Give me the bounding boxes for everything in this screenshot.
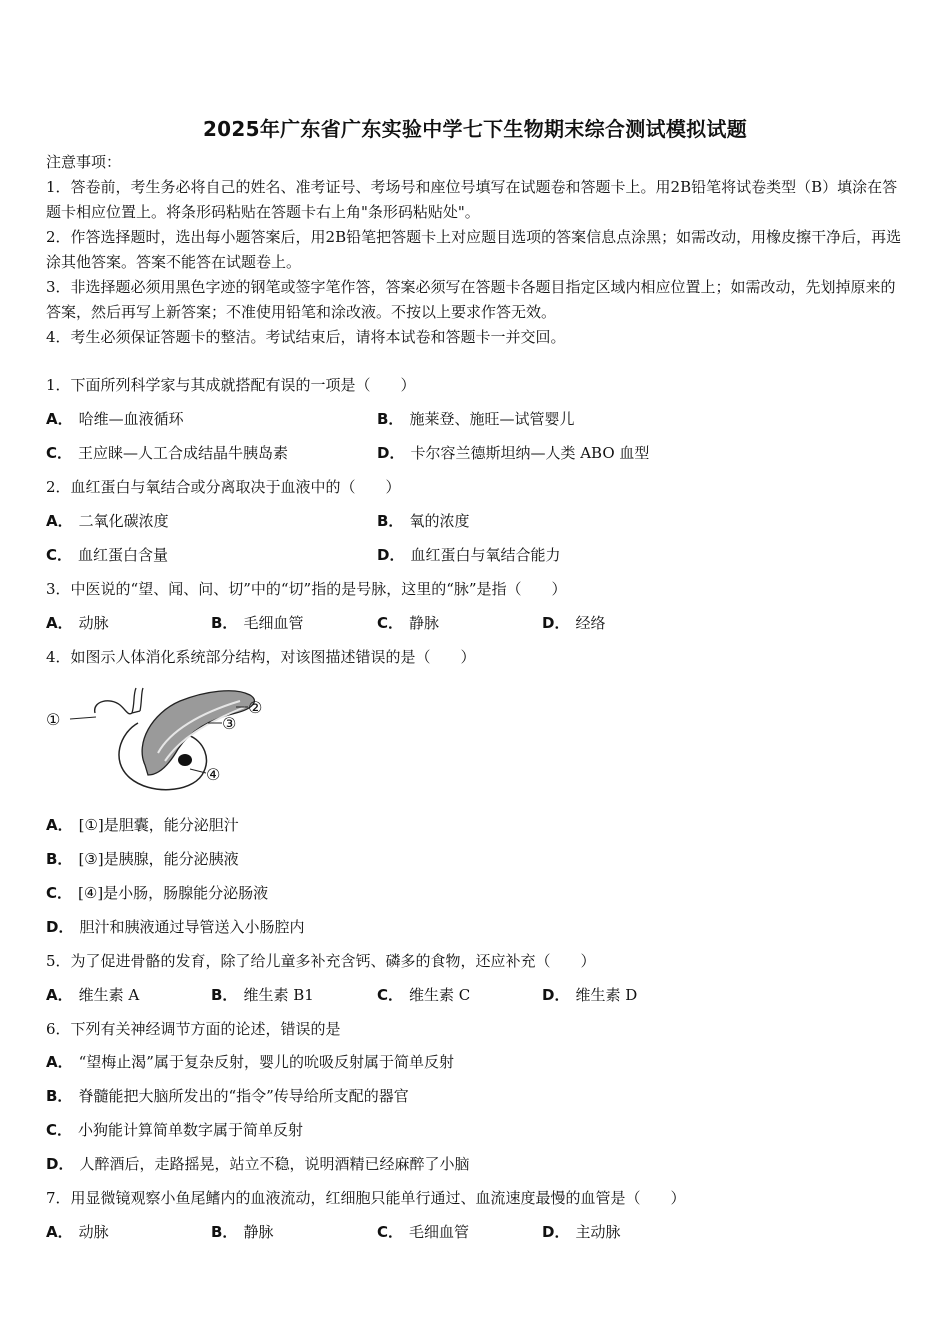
question-4-option-a[interactable] [46,815,239,835]
option-label: B． [46,1087,73,1105]
question-7-option-c[interactable] [377,1222,469,1242]
option-text: 静脉 [243,1223,274,1241]
option-label: C． [377,986,404,1004]
option-text: [③]是胰腺，能分泌胰液 [78,850,239,868]
option-label: D． [542,614,570,632]
option-text: 人醉酒后，走路摇晃，站立不稳，说明酒精已经麻醉了小脑 [79,1155,470,1173]
notice-heading: 注意事项： [46,153,122,171]
option-text: 二氧化碳浓度 [78,512,169,530]
option-text: 血红蛋白含量 [78,546,169,564]
option-label: D． [46,1155,74,1173]
option-label: D． [46,918,74,936]
question-7-option-d[interactable] [542,1222,620,1242]
option-label: B． [46,850,73,868]
question-1-option-b[interactable] [377,409,574,429]
notice-item-1: 1．答卷前，考生务必将自己的姓名、准考证号、考场号和座位号填写在试题卷和答题卡上。用2B铅笔将试卷类型（B）填涂在答题卡相应位置上。将条形码粘贴在答题卡右上角"条形码粘贴处"。 [46,178,898,221]
option-label: A． [46,986,73,1004]
question-7-option-a[interactable] [46,1222,109,1242]
question-3-option-c[interactable] [377,613,439,633]
figure-label-3: ③ [222,714,237,733]
question-1-option-d[interactable] [377,443,649,463]
notice-item-2: 2．作答选择题时，选出每小题答案后，用2B铅笔把答题卡上对应题目选项的答案信息点涂黑；如需改动，用橡皮擦干净后，再选涂其他答案。答案不能答在试题卷上。 [46,228,902,271]
option-text: 主动脉 [575,1223,621,1241]
option-label: A． [46,816,73,834]
option-label: C． [46,884,73,902]
option-label: A． [46,410,73,428]
option-label: C． [377,614,404,632]
question-2-option-b[interactable] [377,511,469,531]
figure-label-4: ④ [206,765,221,784]
option-label: B． [211,1223,238,1241]
question-6-option-a[interactable] [46,1052,454,1072]
question-4-stem: 4．如图示人体消化系统部分结构，对该图描述错误的是（ ） [46,648,476,666]
option-text: [①]是胆囊，能分泌胆汁 [78,816,239,834]
option-text: 卡尔容兰德斯坦纳—人类 ABO 血型 [410,444,650,462]
question-6-option-d[interactable] [46,1154,469,1174]
option-label: A． [46,614,73,632]
option-label: C． [46,546,73,564]
question-2-option-a[interactable] [46,511,169,531]
option-text: 静脉 [409,614,440,632]
option-label: C． [377,1223,404,1241]
option-label: A． [46,1223,73,1241]
question-1-option-c[interactable] [46,443,288,463]
option-label: B． [211,614,238,632]
question-4-option-c[interactable] [46,883,268,903]
option-text: [④]是小肠，肠腺能分泌肠液 [78,884,269,902]
option-text: 维生素 C [409,986,471,1004]
option-text: 动脉 [78,1223,109,1241]
question-6-option-b[interactable] [46,1086,409,1106]
question-3-stem: 3．中医说的“望、闻、问、切”中的“切”指的是号脉，这里的“脉”是指（ ） [46,580,567,598]
option-label: C． [46,444,73,462]
question-5-option-b[interactable] [211,985,314,1005]
option-text: “望梅止渴”属于复杂反射，婴儿的吮吸反射属于简单反射 [78,1053,454,1071]
option-label: B． [211,986,238,1004]
question-5-option-a[interactable] [46,985,139,1005]
option-text: 氧的浓度 [409,512,470,530]
option-text: 经络 [575,614,606,632]
option-text: 毛细血管 [243,614,304,632]
question-7-stem: 7．用显微镜观察小鱼尾鳍内的血液流动，红细胞只能单行通过、血流速度最慢的血管是（ ） [46,1189,686,1207]
option-text: 维生素 B1 [243,986,314,1004]
question-6-option-c[interactable] [46,1120,303,1140]
option-label: D． [542,986,570,1004]
option-label: A． [46,1053,73,1071]
figure-label-2: ② [248,698,263,717]
option-label: D． [377,546,405,564]
option-text: 王应睐—人工合成结晶牛胰岛素 [78,444,289,462]
pancreas-shape [142,691,254,775]
option-text: 毛细血管 [409,1223,470,1241]
option-label: D． [542,1223,570,1241]
notice-item-3: 3．非选择题必须用黑色字迹的钢笔或签字笔作答，答案必须写在答题卡各题目指定区域内相应位置上；如需改动，先划掉原来的答案，然后再写上新答案；不准使用铅笔和涂改液。不按以上要求作答无效。 [46,278,896,321]
option-text: 施莱登、施旺—试管婴儿 [409,410,575,428]
question-2-stem: 2．血红蛋白与氧结合或分离取决于血液中的（ ） [46,478,401,496]
digestive-system-figure [40,683,280,803]
option-text: 维生素 A [78,986,140,1004]
question-3-option-a[interactable] [46,613,109,633]
notice-item-4: 4．考生必须保证答题卡的整洁。考试结束后，请将本试卷和答题卡一并交回。 [46,328,566,346]
question-1-option-a[interactable] [46,409,184,429]
option-text: 脊髓能把大脑所发出的“指令”传导给所支配的器官 [78,1087,409,1105]
figure-label-1: ① [46,710,61,729]
option-text: 胆汁和胰液通过导管送入小肠腔内 [79,918,305,936]
question-2-option-d[interactable] [377,545,560,565]
question-5-option-d[interactable] [542,985,637,1005]
option-text: 小狗能计算简单数字属于简单反射 [78,1121,304,1139]
option-label: D． [377,444,405,462]
leader-line-1 [70,717,96,719]
option-label: B． [377,512,404,530]
question-5-stem: 5．为了促进骨骼的发育，除了给儿童多补充含钙、磷多的食物，还应补充（ ） [46,952,596,970]
question-3-option-d[interactable] [542,613,605,633]
question-1-stem: 1．下面所列科学家与其成就搭配有误的一项是（ ） [46,376,416,394]
option-text: 维生素 D [575,986,638,1004]
option-text: 哈维—血液循环 [78,410,184,428]
bile-duct-shape [132,688,143,713]
intestine-dark-spot [178,754,192,766]
option-text: 血红蛋白与氧结合能力 [410,546,561,564]
option-text: 动脉 [78,614,109,632]
option-label: C． [46,1121,73,1139]
option-label: B． [377,410,404,428]
question-6-stem: 6．下列有关神经调节方面的论述，错误的是 [46,1020,341,1038]
question-2-option-c[interactable] [46,545,168,565]
question-4-option-d[interactable] [46,917,304,937]
question-3-option-b[interactable] [211,613,303,633]
option-label: A． [46,512,73,530]
question-4-option-b[interactable] [46,849,239,869]
page-title: 2025年广东省广东实验中学七下生物期末综合测试模拟试题 [202,117,748,141]
question-5-option-c[interactable] [377,985,470,1005]
question-7-option-b[interactable] [211,1222,273,1242]
